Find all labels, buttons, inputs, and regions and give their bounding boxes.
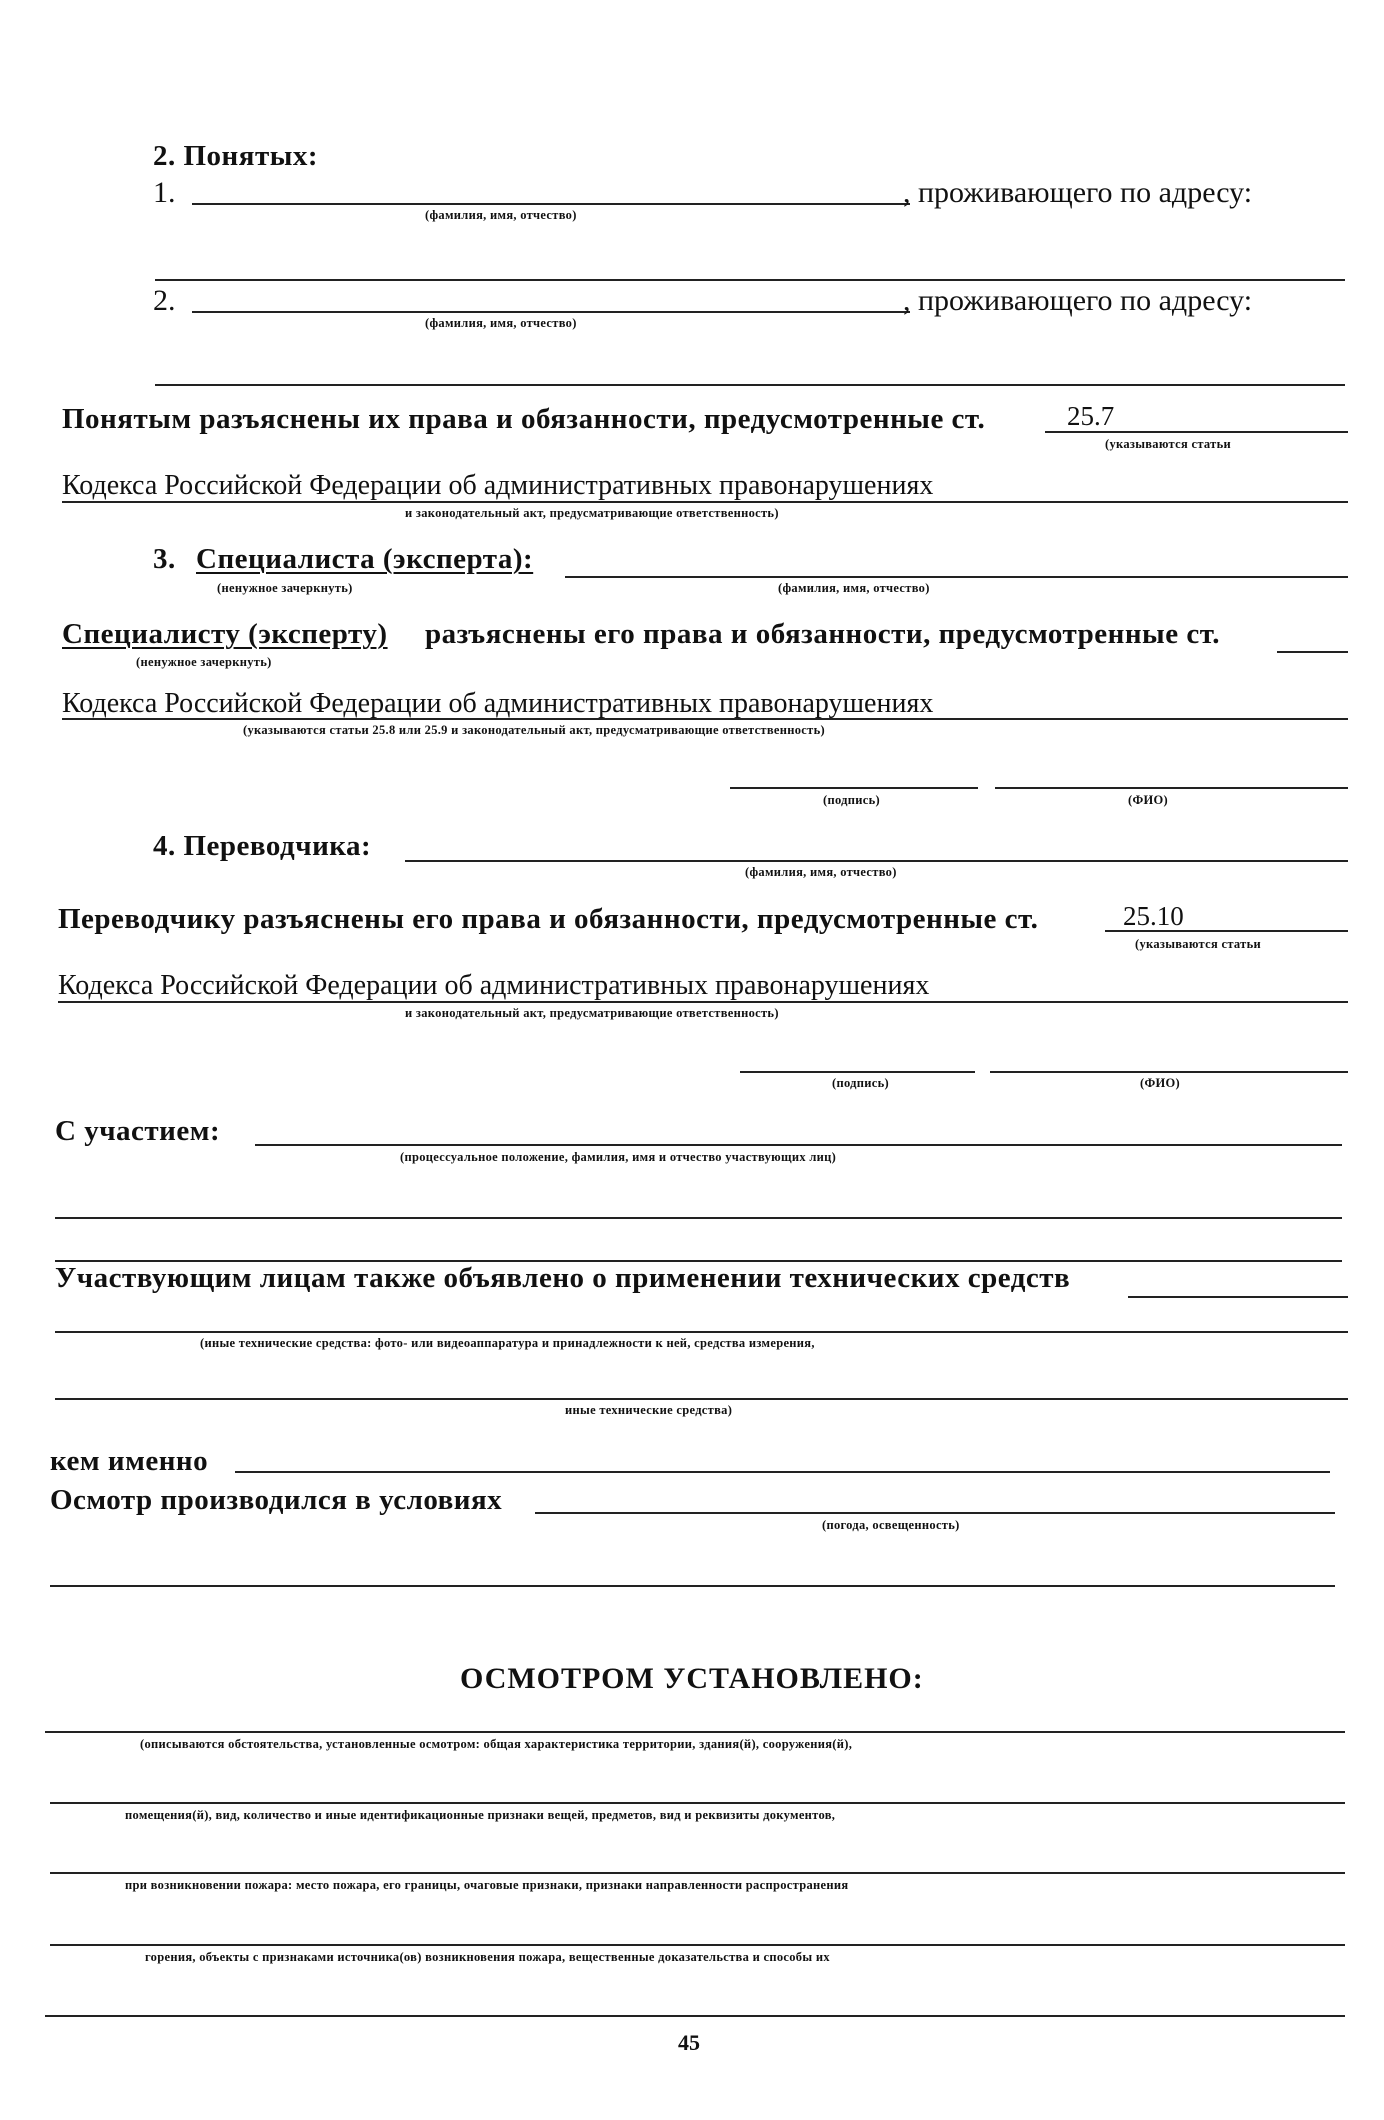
witness-rights-article: 25.7: [1067, 401, 1115, 431]
specialist-caption-signature: (подпись): [823, 793, 881, 807]
tech-means-caption-1: (иные технические средства: фото- или видеоаппаратура и принадлежности к ней, средства измерения,: [200, 1336, 815, 1350]
specialist-label: Специалиста (эксперта):: [196, 543, 534, 575]
translator-caption-signature: (подпись): [832, 1076, 890, 1090]
translator-fio-field[interactable]: [990, 1071, 1348, 1073]
translator-rights-article: 25.10: [1123, 901, 1184, 931]
specialist-caption-name: (ФИО): [1128, 793, 1169, 807]
specialist-rights-lead: Специалисту (эксперту): [62, 618, 388, 650]
translator-name-field[interactable]: [405, 860, 1348, 862]
tech-means-extra-field-2[interactable]: [55, 1398, 1348, 1400]
witness-2-address-label: , проживающего по адресу:: [903, 284, 1253, 317]
translator-caption-fio: (фамилия, имя, отчество): [745, 865, 897, 879]
by-whom-field[interactable]: [235, 1471, 1330, 1473]
witness-rights-code-field[interactable]: [62, 501, 1348, 503]
witnesses-heading: 2. Понятых:: [153, 140, 318, 172]
findings-line-5[interactable]: [45, 2015, 1345, 2017]
witness-1-address-label: , проживающего по адресу:: [903, 176, 1253, 209]
witness-2-fio-caption: (фамилия, имя, отчество): [425, 316, 577, 330]
translator-label: 4. Переводчика:: [153, 830, 372, 862]
specialist-caption-strike: (ненужное зачеркнуть): [217, 581, 353, 595]
witness-rights-code-name: Кодекса Российской Федерации об административных правонарушениях: [62, 470, 934, 501]
witness-2-number: 2.: [153, 284, 176, 317]
by-whom-label: кем именно: [50, 1445, 209, 1477]
participation-extra-field-1[interactable]: [55, 1217, 1342, 1219]
specialist-code-name: Кодекса Российской Федерации об административных правонарушениях: [62, 688, 934, 719]
specialist-rights-text: разъяснены его права и обязанности, предусмотренные ст.: [425, 618, 1221, 650]
specialist-caption-articles: (указываются статьи 25.8 или 25.9 и законодательный акт, предусматривающие ответственность): [243, 723, 825, 737]
specialist-number: 3.: [153, 543, 176, 575]
witness-rights-caption-articles: (указываются статьи: [1105, 437, 1231, 451]
witness-1-address-field[interactable]: [155, 279, 1345, 281]
tech-means-caption-2: иные технические средства): [565, 1403, 733, 1417]
translator-signature-field[interactable]: [740, 1071, 975, 1073]
translator-rights-article-field[interactable]: [1105, 930, 1348, 932]
findings-caption-2: помещения(й), вид, количество и иные идентификационные признаки вещей, предметов, вид и реквизиты документов,: [125, 1808, 836, 1822]
witness-2-name-field[interactable]: [192, 311, 910, 313]
findings-line-1[interactable]: [45, 1731, 1345, 1733]
specialist-caption-strike-2: (ненужное зачеркнуть): [136, 655, 272, 669]
specialist-fio-field[interactable]: [995, 787, 1348, 789]
specialist-name-field[interactable]: [565, 576, 1348, 578]
translator-code-name: Кодекса Российской Федерации об административных правонарушениях: [58, 970, 930, 1001]
translator-code-field[interactable]: [58, 1001, 1348, 1003]
witness-2-address-field[interactable]: [155, 384, 1345, 386]
participation-label: С участием:: [55, 1115, 221, 1147]
conditions-extra-field[interactable]: [50, 1585, 1335, 1587]
page-number: 45: [678, 2030, 700, 2055]
findings-heading: ОСМОТРОМ УСТАНОВЛЕНО:: [460, 1662, 924, 1695]
specialist-rights-article-field[interactable]: [1277, 651, 1348, 653]
translator-caption-articles: (указываются статьи: [1135, 937, 1261, 951]
witness-1-number: 1.: [153, 176, 176, 209]
findings-line-3[interactable]: [50, 1872, 1345, 1874]
specialist-signature-field[interactable]: [730, 787, 978, 789]
translator-caption-name: (ФИО): [1140, 1076, 1181, 1090]
tech-means-field[interactable]: [1128, 1296, 1348, 1298]
conditions-field[interactable]: [535, 1512, 1335, 1514]
findings-line-2[interactable]: [50, 1802, 1345, 1804]
translator-caption-law: и законодательный акт, предусматривающие ответственность): [405, 1006, 779, 1020]
findings-caption-4: горения, объекты с признаками источника(ов) возникновения пожара, вещественные доказательства и способы их: [145, 1950, 830, 1964]
specialist-caption-fio: (фамилия, имя, отчество): [778, 581, 930, 595]
tech-means-text: Участвующим лицам также объявлено о применении технических средств: [55, 1262, 1071, 1294]
findings-caption-1: (описываются обстоятельства, установленные осмотром: общая характеристика территории, здания(й), сооружения(й),: [140, 1737, 853, 1751]
findings-caption-3: при возникновении пожара: место пожара, его границы, очаговые признаки, признаки направленности распространения: [125, 1878, 849, 1892]
conditions-caption: (погода, освещенность): [822, 1518, 960, 1532]
findings-line-4[interactable]: [50, 1944, 1345, 1946]
conditions-label: Осмотр производился в условиях: [50, 1484, 503, 1516]
participation-field[interactable]: [255, 1144, 1342, 1146]
translator-rights-text: Переводчику разъяснены его права и обязанности, предусмотренные ст.: [58, 903, 1039, 935]
witness-1-fio-caption: (фамилия, имя, отчество): [425, 208, 577, 222]
witness-rights-text: Понятым разъяснены их права и обязанности, предусмотренные ст.: [62, 403, 986, 435]
witness-1-name-field[interactable]: [192, 203, 910, 205]
participation-caption: (процессуальное положение, фамилия, имя и отчество участвующих лиц): [400, 1150, 837, 1164]
witness-rights-caption-law: и законодательный акт, предусматривающие ответственность): [405, 506, 779, 520]
specialist-code-field[interactable]: [62, 718, 1348, 720]
witness-rights-article-field[interactable]: [1045, 431, 1348, 433]
tech-means-extra-field[interactable]: [55, 1331, 1348, 1333]
